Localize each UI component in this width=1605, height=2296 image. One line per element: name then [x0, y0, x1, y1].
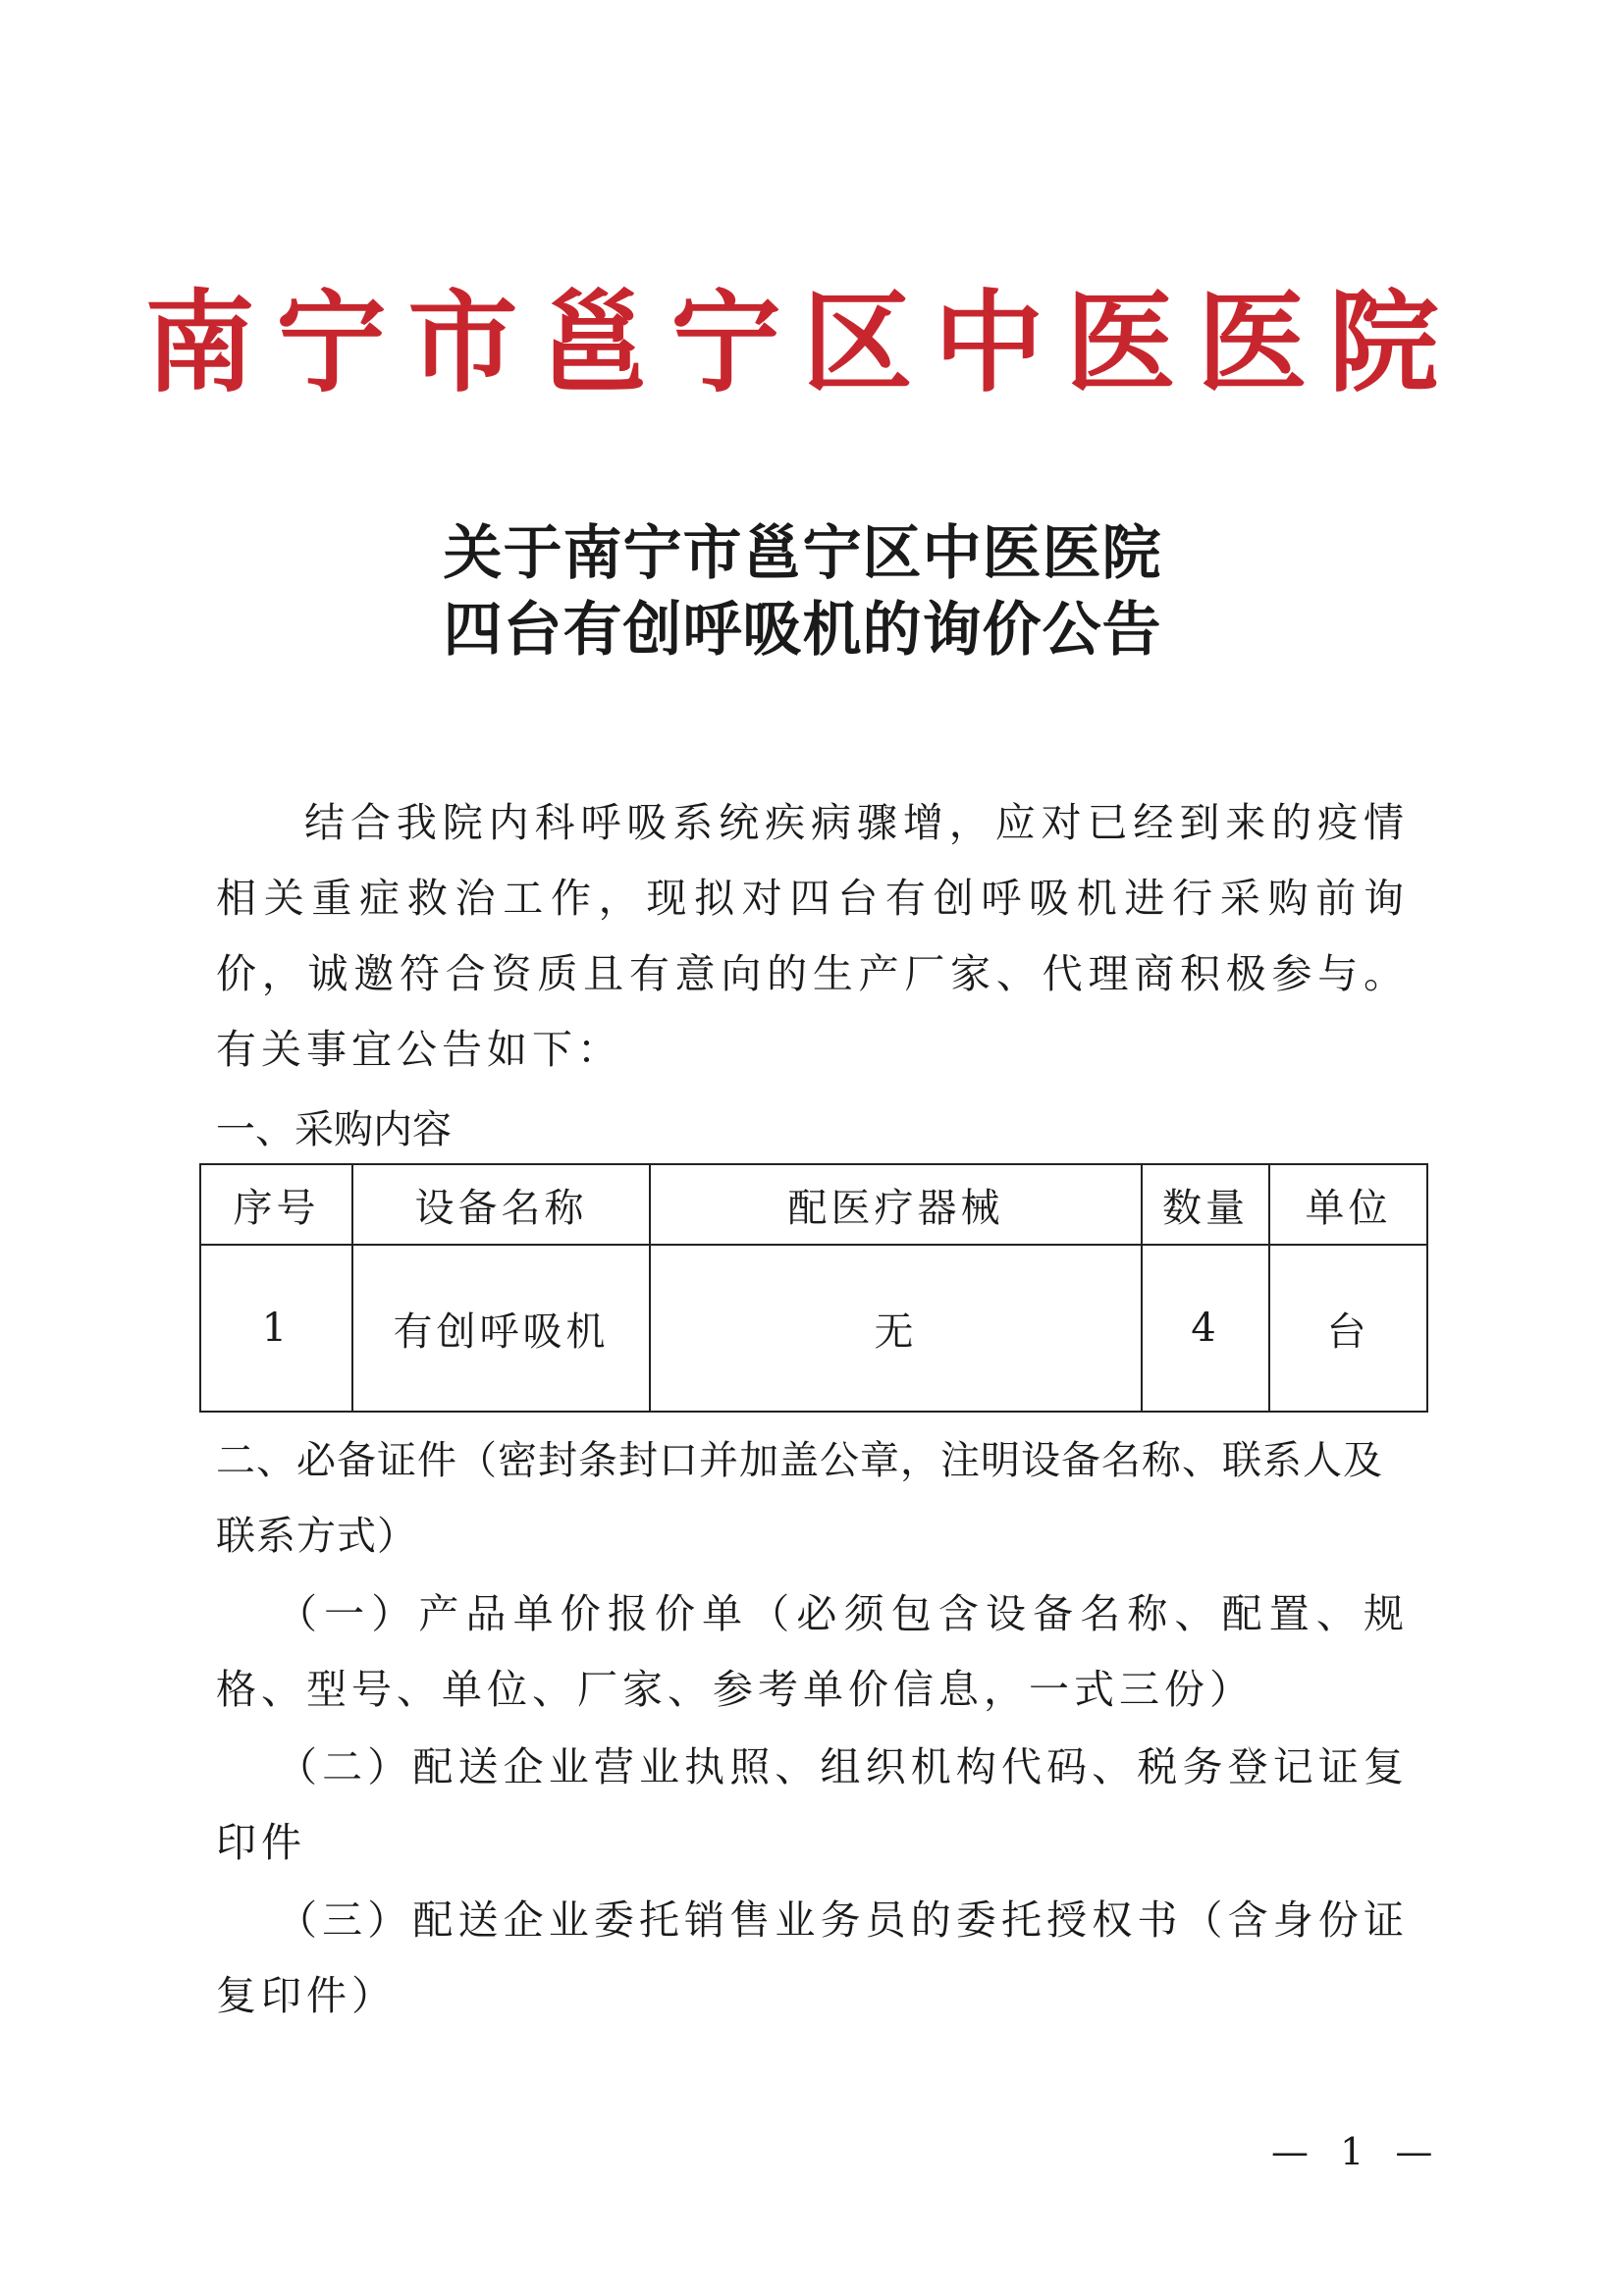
document-title	[0, 515, 1605, 668]
table-header-cell: 单位	[1269, 1164, 1427, 1245]
section-2-heading: 二、必备证件（密封条封口并加盖公章，注明设备名称、联系人及联系方式）	[216, 1438, 1383, 1559]
section-2-item-1: （一）产品单价报价单（必须包含设备名称、配置、规格、型号、单位、厂家、参考单价信息，一式三份）	[216, 1590, 1409, 1713]
page-number: — 1 —	[1271, 2130, 1443, 2173]
table-cell: 无	[650, 1245, 1142, 1412]
title-line-1: 关于南宁市邕宁区中医医院	[443, 519, 1162, 588]
table-header-cell: 设备名称	[352, 1164, 650, 1245]
intro-paragraph: 结合我院内科呼吸系统疾病骤增，应对已经到来的疫情相关重症救治工作，现拟对四台有创呼吸机进行采购前询价，诚邀符合资质且有意向的生产厂家、代理商积极参与。有关事宜公告如下：	[216, 799, 1409, 1073]
section-1-heading: 一、采购内容	[216, 1107, 452, 1152]
table-header-cell: 配医疗器械	[650, 1164, 1142, 1245]
procurement-table	[199, 1163, 1428, 1413]
table-cell: 台	[1269, 1245, 1427, 1412]
table-header-cell: 数量	[1142, 1164, 1269, 1245]
table-header-row	[200, 1164, 1427, 1245]
section-2-item-3: （三）配送企业委托销售业务员的委托授权书（含身份证复印件）	[216, 1896, 1409, 2019]
table-cell: 4	[1142, 1245, 1269, 1412]
table-cell: 有创呼吸机	[352, 1245, 650, 1412]
title-line-2: 四台有创呼吸机的询价公告	[443, 596, 1162, 665]
table-cell: 1	[200, 1245, 352, 1412]
table-header-cell: 序号	[200, 1164, 352, 1245]
letterhead-title: 南宁市邕宁区中医医院	[144, 279, 1461, 407]
table-row	[200, 1245, 1427, 1412]
section-2-item-2: （二）配送企业营业执照、组织机构代码、税务登记证复印件	[216, 1743, 1409, 1866]
